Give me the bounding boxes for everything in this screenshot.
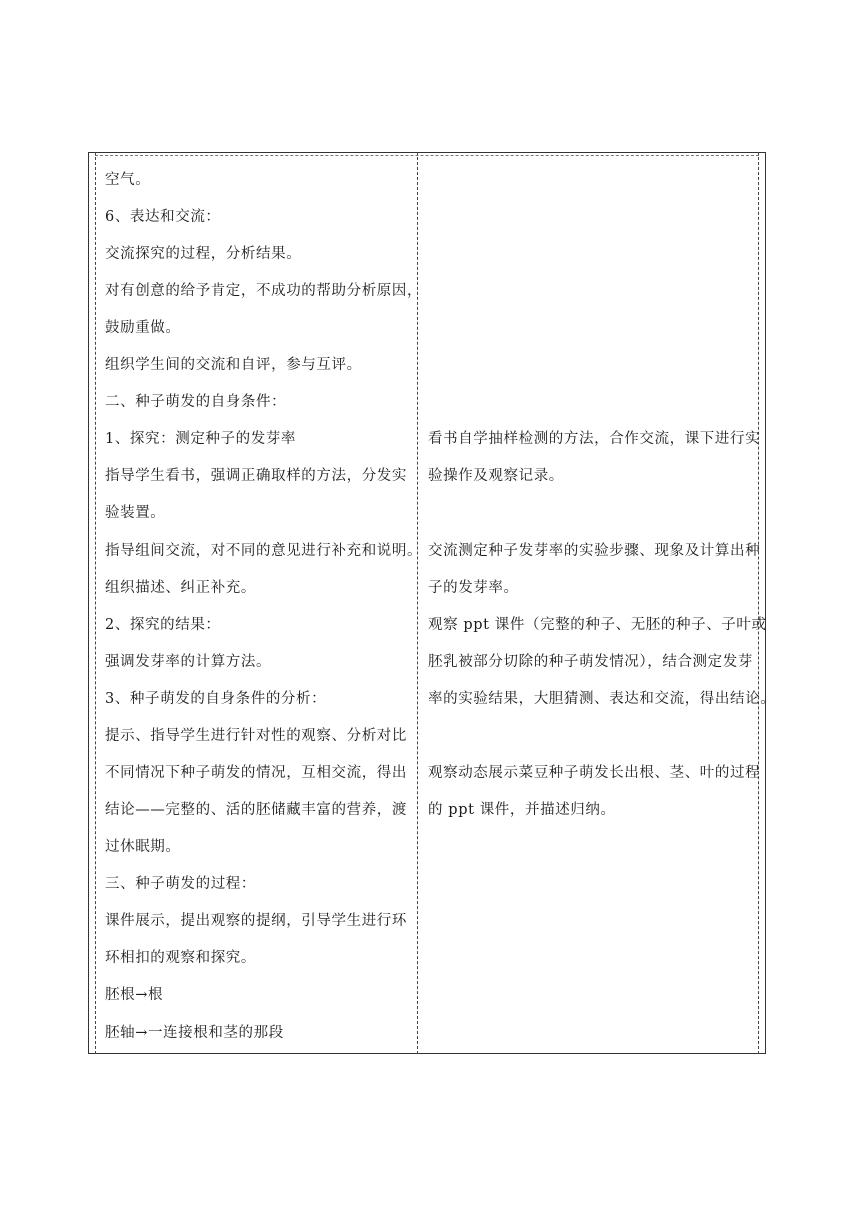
text-line: 鼓励重做。 [105,320,181,336]
text-line: 观察 ppt 课件（完整的种子、无胚的种子、子叶或 [428,617,767,633]
text-line: 强调发芽率的计算方法。 [105,654,272,670]
lesson-table [88,152,776,1054]
text-line: 交流测定种子发芽率的实验步骤、现象及计算出种 [428,543,761,559]
text-line: 的 ppt 课件，并描述归纳。 [428,802,616,818]
table-left-border [88,152,89,1054]
text-line: 2、探究的结果： [105,617,221,633]
text-line: 看书自学抽样检测的方法，合作交流，课下进行实 [428,431,761,447]
table-inner-top-border [95,155,759,156]
text-line: 环相扣的观察和探究。 [105,950,256,966]
text-line: 过休眠期。 [105,839,181,855]
text-line: 观察动态展示菜豆种子萌发长出根、茎、叶的过程 [428,765,761,781]
table-left-inner-border [95,152,96,1054]
text-line: 三、种子萌发的过程： [105,876,256,892]
text-line: 提示、指导学生进行针对性的观察、分析对比 [105,728,407,744]
text-line: 验装置。 [105,505,166,521]
text-line: 胚轴→一连接根和茎的那段 [105,1025,284,1041]
text-line: 子的发芽率。 [428,580,519,596]
text-line: 率的实验结果，大胆猜测、表达和交流，得出结论。 [428,691,776,707]
table-right-border [765,152,766,1054]
text-line: 验操作及观察记录。 [428,468,564,484]
text-line: 课件展示，提出观察的提纲，引导学生进行环 [105,913,407,929]
text-line: 3、种子萌发的自身条件的分析： [105,691,327,707]
text-line: 交流探究的过程，分析结果。 [105,246,302,262]
text-line: 组织描述、纠正补充。 [105,580,256,596]
text-line: 指导学生看书，强调正确取样的方法，分发实 [105,468,407,484]
text-line: 二、种子萌发的自身条件： [105,394,287,410]
text-line: 6、表达和交流： [105,209,221,225]
text-line: 空气。 [105,172,151,188]
text-line: 对有创意的给予肯定，不成功的帮助分析原因， [105,283,423,299]
text-line: 胚乳被部分切除的种子萌发情况），结合测定发芽 [428,654,753,670]
text-line: 结论——完整的、活的胚储藏丰富的营养，渡 [105,802,407,818]
text-line: 组织学生间的交流和自评，参与互评。 [105,357,362,373]
table-right-inner-border [758,152,759,1054]
text-line: 胚根→根 [105,987,164,1003]
text-line: 1、探究：测定种子的发芽率 [105,431,297,447]
text-line: 不同情况下种子萌发的情况，互相交流，得出 [105,765,407,781]
text-line: 指导组间交流，对不同的意见进行补充和说明。 [105,543,423,559]
